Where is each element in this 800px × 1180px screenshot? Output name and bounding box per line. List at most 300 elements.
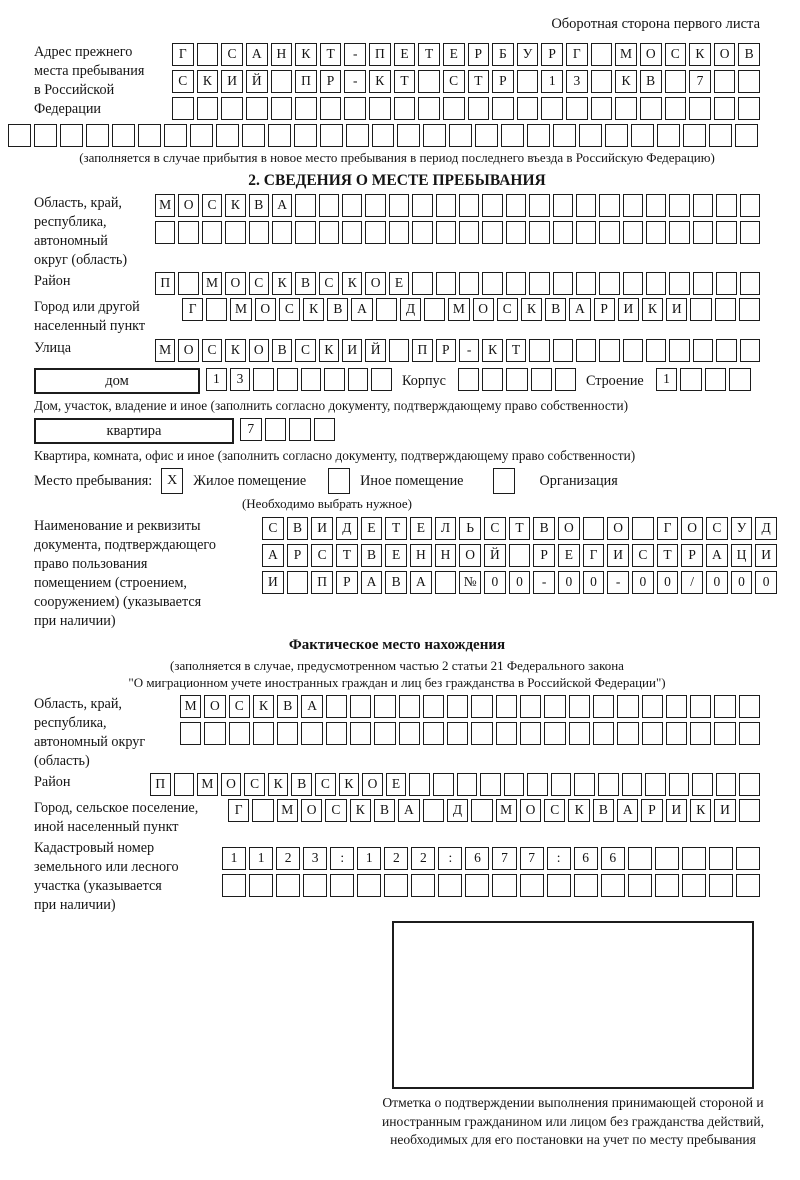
form-cell[interactable] (669, 272, 689, 295)
form-cell[interactable] (443, 97, 465, 120)
form-cell[interactable] (221, 97, 243, 120)
form-cell[interactable]: К (319, 339, 339, 362)
form-cell[interactable] (646, 272, 666, 295)
form-cell[interactable] (669, 339, 689, 362)
form-cell[interactable]: - (607, 571, 629, 594)
form-cell[interactable] (242, 124, 265, 147)
form-cell[interactable]: В (593, 799, 614, 822)
form-cell[interactable] (569, 695, 590, 718)
form-cell[interactable]: Т (336, 544, 358, 567)
form-cell[interactable] (249, 874, 273, 897)
form-cell[interactable] (531, 368, 552, 391)
form-cell[interactable]: Е (389, 272, 409, 295)
form-cell[interactable]: Р (594, 298, 615, 321)
form-cell[interactable]: О (520, 799, 541, 822)
form-cell[interactable]: О (365, 272, 385, 295)
form-cell[interactable]: 0 (509, 571, 531, 594)
form-cell[interactable] (517, 70, 539, 93)
form-cell[interactable]: О (204, 695, 225, 718)
form-cell[interactable] (253, 722, 274, 745)
form-cell[interactable]: Й (484, 544, 506, 567)
form-cell[interactable] (640, 97, 662, 120)
form-cell[interactable] (709, 847, 733, 870)
form-cell[interactable] (271, 97, 293, 120)
form-cell[interactable]: М (277, 799, 298, 822)
form-cell[interactable] (655, 847, 679, 870)
residential-premises-checkbox[interactable]: X (161, 468, 183, 494)
form-cell[interactable]: В (738, 43, 760, 66)
form-cell[interactable] (739, 298, 760, 321)
form-cell[interactable]: 0 (632, 571, 654, 594)
form-cell[interactable] (174, 773, 195, 796)
form-cell[interactable]: О (301, 799, 322, 822)
form-cell[interactable]: О (640, 43, 662, 66)
form-cell[interactable] (436, 194, 456, 217)
form-cell[interactable] (197, 43, 219, 66)
form-cell[interactable]: О (558, 517, 580, 540)
form-cell[interactable] (294, 124, 317, 147)
form-cell[interactable] (645, 773, 666, 796)
form-cell[interactable] (583, 517, 605, 540)
form-cell[interactable] (628, 874, 652, 897)
form-cell[interactable]: У (517, 43, 539, 66)
form-cell[interactable]: С (221, 43, 243, 66)
form-cell[interactable] (471, 799, 492, 822)
form-cell[interactable]: М (155, 339, 175, 362)
form-cell[interactable] (409, 773, 430, 796)
form-cell[interactable]: Н (410, 544, 432, 567)
form-cell[interactable] (346, 124, 369, 147)
form-cell[interactable]: К (268, 773, 289, 796)
form-cell[interactable]: О (681, 517, 703, 540)
form-cell[interactable] (348, 368, 369, 391)
form-cell[interactable]: Ь (459, 517, 481, 540)
form-cell[interactable] (642, 722, 663, 745)
form-cell[interactable]: М (155, 194, 175, 217)
form-cell[interactable] (320, 97, 342, 120)
form-cell[interactable] (576, 339, 596, 362)
form-cell[interactable]: С (325, 799, 346, 822)
form-cell[interactable]: С (706, 517, 728, 540)
form-cell[interactable]: А (617, 799, 638, 822)
form-cell[interactable]: Й (246, 70, 268, 93)
form-cell[interactable] (418, 97, 440, 120)
form-cell[interactable]: К (303, 298, 324, 321)
form-cell[interactable] (492, 97, 514, 120)
form-cell[interactable] (480, 773, 501, 796)
form-cell[interactable] (623, 221, 643, 244)
form-cell[interactable] (605, 124, 628, 147)
form-cell[interactable]: Е (361, 517, 383, 540)
form-cell[interactable]: С (632, 544, 654, 567)
form-cell[interactable] (272, 221, 292, 244)
form-cell[interactable]: Е (558, 544, 580, 567)
form-cell[interactable]: К (369, 70, 391, 93)
form-cell[interactable] (172, 97, 194, 120)
form-cell[interactable]: А (398, 799, 419, 822)
form-cell[interactable]: 7 (520, 847, 544, 870)
form-cell[interactable]: В (361, 544, 383, 567)
form-cell[interactable]: О (473, 298, 494, 321)
form-cell[interactable] (225, 221, 245, 244)
form-cell[interactable]: Ц (731, 544, 753, 567)
form-cell[interactable] (319, 221, 339, 244)
form-cell[interactable] (736, 847, 760, 870)
form-cell[interactable]: Р (320, 70, 342, 93)
form-cell[interactable]: О (178, 194, 198, 217)
form-cell[interactable] (412, 272, 432, 295)
form-cell[interactable]: Л (435, 517, 457, 540)
form-cell[interactable]: А (272, 194, 292, 217)
form-cell[interactable]: Г (657, 517, 679, 540)
form-cell[interactable]: М (230, 298, 251, 321)
form-cell[interactable] (509, 544, 531, 567)
form-cell[interactable]: С (443, 70, 465, 93)
form-cell[interactable] (436, 272, 456, 295)
form-cell[interactable]: Г (583, 544, 605, 567)
form-cell[interactable] (112, 124, 135, 147)
form-cell[interactable]: Р (641, 799, 662, 822)
form-cell[interactable] (709, 874, 733, 897)
form-cell[interactable] (506, 272, 526, 295)
form-cell[interactable] (716, 272, 736, 295)
form-cell[interactable] (555, 368, 576, 391)
form-cell[interactable]: В (295, 272, 315, 295)
form-cell[interactable]: В (287, 517, 309, 540)
form-cell[interactable]: 6 (601, 847, 625, 870)
form-cell[interactable]: А (410, 571, 432, 594)
form-cell[interactable] (246, 97, 268, 120)
form-cell[interactable] (693, 194, 713, 217)
form-cell[interactable] (482, 194, 502, 217)
form-cell[interactable] (411, 874, 435, 897)
form-cell[interactable] (665, 70, 687, 93)
form-cell[interactable] (642, 695, 663, 718)
form-cell[interactable]: № (459, 571, 481, 594)
form-cell[interactable] (736, 874, 760, 897)
form-cell[interactable] (551, 773, 572, 796)
form-cell[interactable]: С (315, 773, 336, 796)
form-cell[interactable]: С (544, 799, 565, 822)
form-cell[interactable] (623, 194, 643, 217)
form-cell[interactable] (252, 799, 273, 822)
form-cell[interactable]: Т (418, 43, 440, 66)
form-cell[interactable] (178, 221, 198, 244)
form-cell[interactable]: С (249, 272, 269, 295)
form-cell[interactable] (628, 847, 652, 870)
form-cell[interactable]: 6 (574, 847, 598, 870)
form-cell[interactable] (738, 70, 760, 93)
form-cell[interactable] (447, 722, 468, 745)
form-cell[interactable] (301, 722, 322, 745)
form-cell[interactable] (319, 194, 339, 217)
form-cell[interactable] (365, 194, 385, 217)
form-cell[interactable] (506, 194, 526, 217)
form-cell[interactable] (646, 221, 666, 244)
form-cell[interactable] (714, 695, 735, 718)
form-cell[interactable] (527, 124, 550, 147)
form-cell[interactable]: - (533, 571, 555, 594)
form-cell[interactable]: О (362, 773, 383, 796)
form-cell[interactable]: 0 (706, 571, 728, 594)
form-cell[interactable] (496, 695, 517, 718)
form-cell[interactable]: Д (755, 517, 777, 540)
form-cell[interactable] (423, 799, 444, 822)
form-cell[interactable] (714, 70, 736, 93)
form-cell[interactable]: О (225, 272, 245, 295)
form-cell[interactable] (424, 298, 445, 321)
form-cell[interactable]: И (262, 571, 284, 594)
form-cell[interactable]: Д (400, 298, 421, 321)
form-cell[interactable]: Р (468, 43, 490, 66)
form-cell[interactable] (178, 272, 198, 295)
form-cell[interactable]: Г (566, 43, 588, 66)
form-cell[interactable] (541, 97, 563, 120)
form-cell[interactable]: Р (541, 43, 563, 66)
form-cell[interactable] (682, 847, 706, 870)
form-cell[interactable]: К (197, 70, 219, 93)
form-cell[interactable]: К (295, 43, 317, 66)
form-cell[interactable] (547, 874, 571, 897)
form-cell[interactable]: И (607, 544, 629, 567)
form-cell[interactable]: О (607, 517, 629, 540)
form-cell[interactable] (465, 874, 489, 897)
form-cell[interactable] (680, 368, 702, 391)
form-cell[interactable]: Т (320, 43, 342, 66)
form-cell[interactable]: И (755, 544, 777, 567)
form-cell[interactable]: К (342, 272, 362, 295)
form-cell[interactable] (506, 221, 526, 244)
form-cell[interactable]: А (706, 544, 728, 567)
form-cell[interactable]: К (615, 70, 637, 93)
form-cell[interactable] (342, 194, 362, 217)
form-cell[interactable] (34, 124, 57, 147)
form-cell[interactable] (471, 695, 492, 718)
form-cell[interactable]: Р (287, 544, 309, 567)
form-cell[interactable] (520, 874, 544, 897)
form-cell[interactable]: 1 (541, 70, 563, 93)
form-cell[interactable] (520, 695, 541, 718)
form-cell[interactable]: Р (436, 339, 456, 362)
form-cell[interactable]: Т (657, 544, 679, 567)
form-cell[interactable]: С (202, 194, 222, 217)
form-cell[interactable] (576, 194, 596, 217)
form-cell[interactable] (459, 272, 479, 295)
form-cell[interactable]: - (344, 70, 366, 93)
form-cell[interactable]: 1 (249, 847, 273, 870)
form-cell[interactable] (268, 124, 291, 147)
form-cell[interactable] (529, 194, 549, 217)
form-cell[interactable] (438, 874, 462, 897)
form-cell[interactable] (693, 272, 713, 295)
form-cell[interactable]: М (197, 773, 218, 796)
form-cell[interactable]: К (350, 799, 371, 822)
form-cell[interactable] (423, 124, 446, 147)
form-cell[interactable] (204, 722, 225, 745)
form-cell[interactable] (739, 773, 760, 796)
form-cell[interactable] (8, 124, 31, 147)
form-cell[interactable] (482, 221, 502, 244)
form-cell[interactable] (669, 194, 689, 217)
form-cell[interactable] (617, 722, 638, 745)
form-cell[interactable] (324, 368, 345, 391)
form-cell[interactable]: А (262, 544, 284, 567)
form-cell[interactable]: К (521, 298, 542, 321)
form-cell[interactable]: В (249, 194, 269, 217)
form-cell[interactable] (599, 272, 619, 295)
form-cell[interactable]: О (178, 339, 198, 362)
form-cell[interactable]: 6 (465, 847, 489, 870)
form-cell[interactable]: С (311, 544, 333, 567)
form-cell[interactable]: Н (271, 43, 293, 66)
form-cell[interactable]: Е (394, 43, 416, 66)
form-cell[interactable] (399, 722, 420, 745)
form-cell[interactable]: 2 (276, 847, 300, 870)
form-cell[interactable] (435, 571, 457, 594)
form-cell[interactable]: А (246, 43, 268, 66)
form-cell[interactable]: Т (394, 70, 416, 93)
form-cell[interactable]: М (448, 298, 469, 321)
form-cell[interactable]: 0 (731, 571, 753, 594)
form-cell[interactable] (397, 124, 420, 147)
form-cell[interactable]: К (482, 339, 502, 362)
form-cell[interactable]: К (253, 695, 274, 718)
form-cell[interactable] (529, 221, 549, 244)
organization-checkbox[interactable] (493, 468, 515, 494)
form-cell[interactable]: О (459, 544, 481, 567)
form-cell[interactable]: : (330, 847, 354, 870)
form-cell[interactable] (271, 70, 293, 93)
form-cell[interactable]: / (681, 571, 703, 594)
form-cell[interactable]: Г (182, 298, 203, 321)
form-cell[interactable] (544, 695, 565, 718)
form-cell[interactable] (326, 695, 347, 718)
form-cell[interactable]: И (342, 339, 362, 362)
form-cell[interactable] (693, 339, 713, 362)
form-cell[interactable]: К (690, 799, 711, 822)
form-cell[interactable]: М (496, 799, 517, 822)
form-cell[interactable] (738, 97, 760, 120)
form-cell[interactable] (574, 773, 595, 796)
form-cell[interactable] (690, 722, 711, 745)
form-cell[interactable] (544, 722, 565, 745)
form-cell[interactable]: С (319, 272, 339, 295)
form-cell[interactable]: К (642, 298, 663, 321)
form-cell[interactable] (482, 368, 503, 391)
form-cell[interactable]: С (172, 70, 194, 93)
form-cell[interactable]: С (244, 773, 265, 796)
form-cell[interactable] (669, 221, 689, 244)
form-cell[interactable]: Т (385, 517, 407, 540)
form-cell[interactable] (682, 874, 706, 897)
form-cell[interactable] (206, 298, 227, 321)
form-cell[interactable] (631, 124, 654, 147)
form-cell[interactable] (459, 221, 479, 244)
form-cell[interactable] (553, 194, 573, 217)
form-cell[interactable]: М (180, 695, 201, 718)
form-cell[interactable]: Г (172, 43, 194, 66)
form-cell[interactable] (265, 418, 287, 441)
form-cell[interactable]: А (361, 571, 383, 594)
form-cell[interactable] (372, 124, 395, 147)
form-cell[interactable]: Р (533, 544, 555, 567)
form-cell[interactable]: К (689, 43, 711, 66)
form-cell[interactable] (276, 874, 300, 897)
form-cell[interactable] (591, 70, 613, 93)
form-cell[interactable] (709, 124, 732, 147)
form-cell[interactable] (593, 722, 614, 745)
form-cell[interactable] (740, 194, 760, 217)
form-cell[interactable] (433, 773, 454, 796)
form-cell[interactable]: С (484, 517, 506, 540)
form-cell[interactable] (740, 272, 760, 295)
form-cell[interactable]: 1 (206, 368, 227, 391)
form-cell[interactable]: О (249, 339, 269, 362)
form-cell[interactable]: К (272, 272, 292, 295)
form-cell[interactable] (646, 194, 666, 217)
form-cell[interactable] (482, 272, 502, 295)
form-cell[interactable] (303, 874, 327, 897)
form-cell[interactable]: И (714, 799, 735, 822)
form-cell[interactable]: 1 (357, 847, 381, 870)
form-cell[interactable] (458, 368, 479, 391)
form-cell[interactable]: - (344, 43, 366, 66)
form-cell[interactable] (369, 97, 391, 120)
form-cell[interactable]: К (339, 773, 360, 796)
form-cell[interactable] (666, 722, 687, 745)
form-cell[interactable] (517, 97, 539, 120)
form-cell[interactable] (357, 874, 381, 897)
form-cell[interactable] (739, 695, 760, 718)
form-cell[interactable] (249, 221, 269, 244)
form-cell[interactable] (376, 298, 397, 321)
form-cell[interactable] (216, 124, 239, 147)
form-cell[interactable]: Б (492, 43, 514, 66)
form-cell[interactable]: Е (386, 773, 407, 796)
form-cell[interactable]: Е (443, 43, 465, 66)
form-cell[interactable]: 3 (303, 847, 327, 870)
form-cell[interactable] (471, 722, 492, 745)
form-cell[interactable]: П (412, 339, 432, 362)
form-cell[interactable]: О (221, 773, 242, 796)
form-cell[interactable] (295, 97, 317, 120)
form-cell[interactable] (553, 124, 576, 147)
form-cell[interactable]: М (202, 272, 222, 295)
form-cell[interactable] (330, 874, 354, 897)
form-cell[interactable] (683, 124, 706, 147)
form-cell[interactable]: К (568, 799, 589, 822)
form-cell[interactable]: 0 (583, 571, 605, 594)
form-cell[interactable] (716, 194, 736, 217)
form-cell[interactable]: Г (228, 799, 249, 822)
form-cell[interactable] (689, 97, 711, 120)
form-cell[interactable] (449, 124, 472, 147)
form-cell[interactable] (389, 221, 409, 244)
form-cell[interactable] (436, 221, 456, 244)
form-cell[interactable] (666, 695, 687, 718)
form-cell[interactable] (599, 339, 619, 362)
form-cell[interactable] (591, 97, 613, 120)
form-cell[interactable] (740, 339, 760, 362)
form-cell[interactable] (740, 221, 760, 244)
form-cell[interactable] (412, 221, 432, 244)
form-cell[interactable] (277, 368, 298, 391)
form-cell[interactable]: А (569, 298, 590, 321)
form-cell[interactable]: В (545, 298, 566, 321)
form-cell[interactable] (295, 194, 315, 217)
form-cell[interactable]: 7 (492, 847, 516, 870)
form-cell[interactable] (412, 194, 432, 217)
